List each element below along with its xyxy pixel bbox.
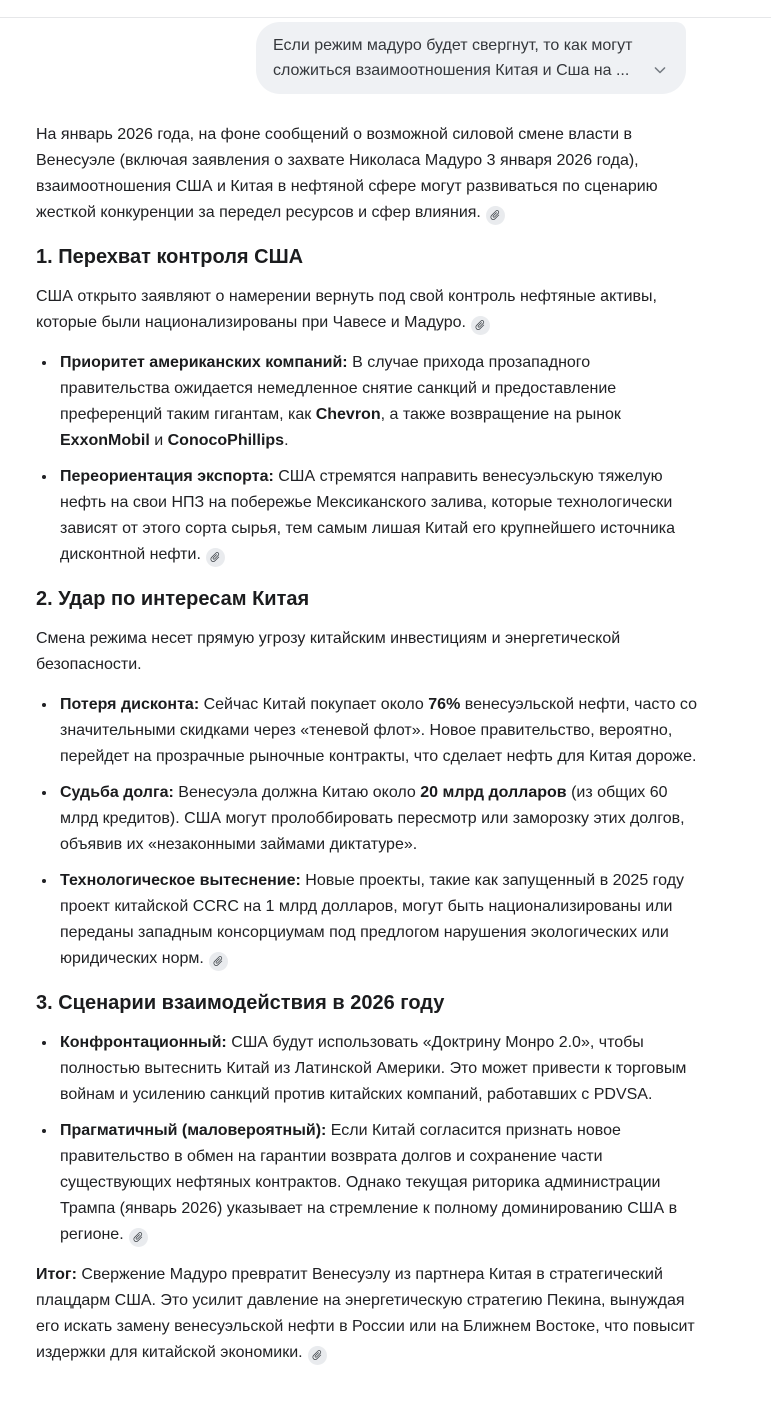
citation-paperclip-icon[interactable] — [206, 548, 225, 567]
list-item: • Прагматичный (маловероятный): Если Китай согласится признать новое правительство в обмен на гарантии возврата долгов и сохранение части существующих нефтяных контрактов. Однако текущая риторика администрации Трампа (январь 2026) указывает на стремление к полному доминированию США в регионе. — [57, 1118, 703, 1248]
section-2-paragraph: Смена режима несет прямую угрозу китайским инвестициям и энергетической безопасности. — [36, 630, 621, 673]
intro-paragraph: На январь 2026 года, на фоне сообщений о возможной силовой смене власти в Венесуэле (включая заявления о захвате Николаса Мадуро 3 января 2026 года), взаимоотношения США и Китая в нефтяной сфере могут развиваться по сценарию жесткой конкуренции за передел ресурсов и сфер влияния. — [36, 122, 703, 226]
assistant-response — [0, 94, 771, 1366]
top-divider — [0, 0, 771, 18]
section-2-list — [36, 692, 703, 972]
list-item: • Судьба долга: Венесуэла должна Китаю около 20 млрд долларов (из общих 60 млрд кредитов). США могут пролоббировать пересмотр или заморозку этих долгов, объявив их «незаконными займами диктатуре». — [57, 780, 703, 858]
section-1-heading: 1. Перехват контроля США — [36, 246, 304, 268]
outro-paragraph: Итог: Свержение Мадуро превратит Венесуэлу из партнера Китая в стратегический плацдарм США. Это усилит давление на энергетическую стратегию Пекина, вынуждая его искать замену венесуэльской нефти в России или на Ближнем Востоке, что повысит издержки для китайской экономики. — [36, 1262, 703, 1366]
chevron-down-icon[interactable] — [648, 58, 672, 82]
section-3-list — [36, 1030, 703, 1248]
citation-paperclip-icon[interactable] — [209, 952, 228, 971]
list-item: • Технологическое вытеснение: Новые проекты, такие как запущенный в 2025 году проект китайской CCRC на 1 млрд долларов, могут быть национализированы или переданы западным консорциумам под предлогом нарушения экологических или юридических норм. — [57, 868, 703, 972]
list-item: • Конфронтационный: США будут использовать «Доктрину Монро 2.0», чтобы полностью вытеснить Китай из Латинской Америки. Это может привести к торговым войнам и усилению санкций против китайских компаний, работавших с PDVSA. — [57, 1030, 703, 1108]
citation-paperclip-icon[interactable] — [129, 1228, 148, 1247]
section-1-paragraph: США открыто заявляют о намерении вернуть под свой контроль нефтяные активы, которые были национализированы при Чавесе и Мадуро. — [36, 284, 703, 336]
list-item: • Приоритет американских компаний: В случае прихода прозападного правительства ожидается немедленное снятие санкций и предоставление преференций таким гигантам, как Chevron, а также возвращение на рынок ExxonMobil и ConocoPhillips. — [57, 350, 703, 454]
section-2-heading: 2. Удар по интересам Китая — [36, 588, 310, 610]
citation-paperclip-icon[interactable] — [308, 1346, 327, 1365]
user-message-bubble[interactable] — [256, 22, 686, 94]
list-item: • Потеря дисконта: Сейчас Китай покупает около 76% венесуэльской нефти, часто со значительными скидками через «теневой флот». Новое правительство, вероятно, перейдет на прозрачные рыночные контракты, что сделает нефть для Китая дороже. — [57, 692, 703, 770]
user-message-row — [0, 18, 771, 94]
section-1-list — [36, 350, 703, 568]
citation-paperclip-icon[interactable] — [486, 206, 505, 225]
section-3-heading: 3. Сценарии взаимодействия в 2026 году — [36, 992, 445, 1014]
list-item: • Переориентация экспорта: США стремятся направить венесуэльскую тяжелую нефть на свои НПЗ на побережье Мексиканского залива, которые технологически зависят от этого сорта сырья, тем самым лишая Китай его крупнейшего источника дисконтной нефти. — [57, 464, 703, 568]
user-message-text: Если режим мадуро будет свергнут, то как могут сложиться взаимоотношения Китая и Сша на ... — [273, 37, 633, 79]
citation-paperclip-icon[interactable] — [471, 316, 490, 335]
